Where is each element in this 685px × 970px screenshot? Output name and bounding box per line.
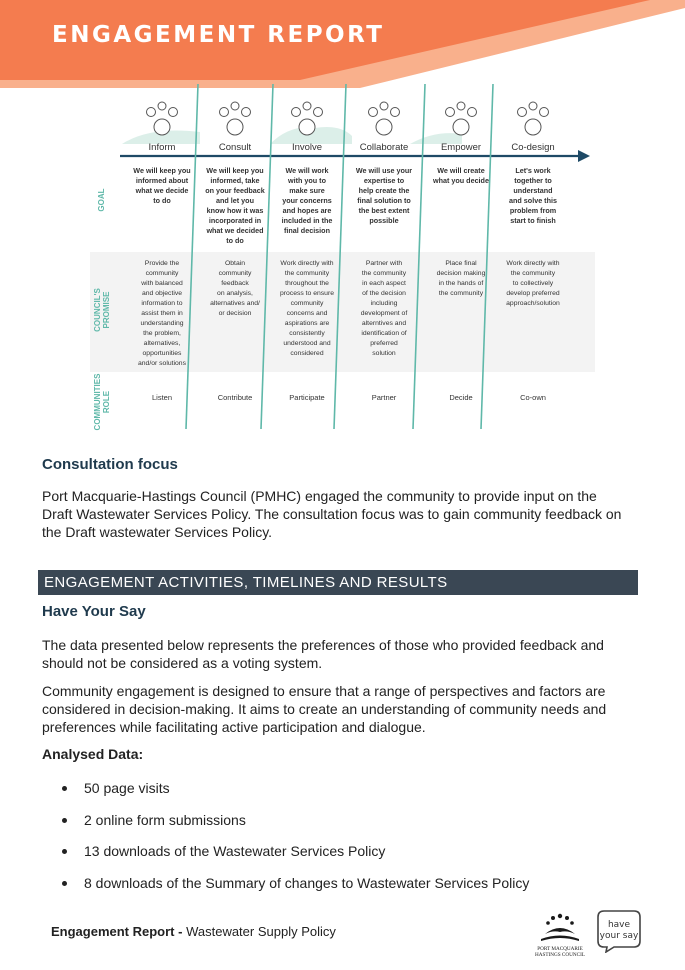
footer-report-label: Engagement Report -: [51, 924, 187, 939]
person-circle: [231, 102, 239, 110]
footer-report-name: Wastewater Supply Policy: [186, 924, 336, 939]
have-your-say-paragraph-1: [42, 636, 642, 672]
row-label-role: COMMUNITIES: [93, 373, 102, 431]
footer-text: [51, 924, 336, 939]
role-text: Co-own: [520, 393, 546, 402]
promise-text-line: and/or solutions: [138, 360, 186, 367]
promise-text-line: Partner with: [365, 260, 403, 267]
goal-text-line: start to finish: [510, 216, 556, 225]
goal-text-line: help create the: [358, 186, 410, 195]
person-circle: [529, 102, 537, 110]
person-circle: [525, 119, 541, 135]
have-your-say-heading: Have Your Say: [42, 603, 146, 620]
promise-text-line: assist them in: [141, 310, 183, 317]
promise-text-line: the community: [438, 290, 484, 297]
person-circle: [303, 102, 311, 110]
consultation-focus-heading: Consultation focus: [42, 456, 178, 473]
goal-text-line: on your feedback: [205, 186, 265, 195]
people-icon: [446, 102, 477, 135]
consultation-focus-text: [42, 487, 642, 541]
people-icon: [518, 102, 549, 135]
promise-text-line: or decision: [218, 310, 252, 317]
row-label-promise: PROMISE: [102, 291, 111, 329]
goal-text-line: together to: [514, 176, 552, 185]
role-text: Participate: [289, 393, 325, 402]
analysed-data-label: Analysed Data:: [42, 746, 144, 762]
column-label: Consult: [218, 142, 252, 153]
person-circle: [380, 102, 388, 110]
header-banner: [0, 0, 685, 88]
person-circle: [292, 108, 301, 117]
text-line: considered in decision-making. It aims to create an understanding of community needs and: [42, 701, 607, 717]
promise-text-line: with balanced: [141, 280, 183, 287]
column-label: Empower: [440, 142, 482, 153]
goal-text-line: problem from: [509, 206, 557, 215]
section-bar: [38, 570, 638, 595]
goal-text-line: possible: [369, 216, 399, 225]
promise-text-line: development of: [360, 310, 408, 317]
goal-text-line: what we decided: [206, 226, 264, 235]
people-icon: [147, 102, 178, 135]
person-circle: [518, 108, 527, 117]
pmhc-logo: [527, 910, 593, 960]
goal-text-line: We will keep you: [206, 166, 264, 175]
goal-text-line: informed, take: [210, 176, 260, 185]
text-line: the Draft wastewater Services Policy.: [42, 524, 273, 540]
role-text: Decide: [449, 393, 473, 402]
page-title: ENGAGEMENT REPORT: [52, 22, 385, 48]
person-circle: [169, 108, 178, 117]
list-item: 2 online form submissions: [60, 812, 529, 844]
promise-text-line: feedback: [221, 280, 249, 287]
role-text: Listen: [151, 393, 173, 402]
goal-text-line: and let you: [216, 196, 254, 205]
goal-text-line: know how it was: [206, 206, 264, 215]
hys-logo-line-2: your say: [599, 931, 639, 941]
promise-text-line: process to ensure: [279, 290, 335, 297]
promise-text-line: alterntives and: [361, 320, 407, 327]
list-item: 13 downloads of the Wastewater Services Policy: [60, 843, 529, 875]
person-circle: [369, 108, 378, 117]
promise-text-line: the problem,: [143, 330, 181, 337]
person-circle: [242, 108, 251, 117]
promise-text-line: alternatives,: [143, 340, 181, 347]
goal-text-line: what you decide: [433, 176, 489, 185]
promise-text-line: community: [218, 270, 252, 277]
person-circle: [314, 108, 323, 117]
person-circle: [147, 108, 156, 117]
person-circle: [540, 108, 549, 117]
text-line: The data presented below represents the preferences of those who provided feedback and: [42, 637, 604, 653]
person-circle: [299, 119, 315, 135]
goal-text-line: incorporated in: [208, 216, 262, 225]
promise-text-line: on analysis,: [217, 290, 253, 297]
have-your-say-logo: [596, 909, 642, 953]
promise-text-line: to collectively: [512, 280, 554, 287]
promise-text-line: in each aspect: [362, 280, 406, 287]
goal-text-line: We will keep you: [133, 166, 191, 175]
engagement-spectrum-diagram: [90, 84, 610, 436]
goal-text-line: We will create: [437, 166, 485, 175]
text-line: Draft Wastewater Services Policy. The consultation focus was to gain community feedback on: [42, 506, 622, 522]
promise-text-line: solution: [372, 350, 396, 357]
row-label-goal: GOAL: [97, 188, 106, 212]
promise-text-line: Work directly with: [506, 260, 560, 267]
promise-text-line: the community: [510, 270, 556, 277]
promise-text-line: throughout the: [285, 280, 329, 287]
promise-text-line: aspirations are: [284, 320, 330, 327]
promise-text-line: opportunities: [142, 350, 182, 357]
promise-text-line: approach/solution: [506, 300, 560, 307]
have-your-say-paragraph-2: [42, 682, 642, 736]
person-circle: [227, 119, 243, 135]
promise-text-line: including: [370, 300, 398, 307]
goal-text-line: make sure: [289, 186, 325, 195]
person-circle: [453, 119, 469, 135]
promise-text-line: the community: [284, 270, 330, 277]
promise-text-line: Place final: [445, 260, 477, 267]
people-icon: [369, 102, 400, 135]
goal-text-line: the best extent: [358, 206, 410, 215]
hys-logo-line-1: have: [607, 920, 631, 930]
goal-text-line: with you to: [288, 176, 326, 185]
promise-text-line: Work directly with: [280, 260, 334, 267]
spectrum-arrow-head: [578, 150, 590, 162]
goal-text-line: We will use your: [355, 166, 413, 175]
column-label: Collaborate: [359, 142, 409, 153]
goal-text-line: and solve this: [509, 196, 557, 205]
promise-text-line: and objective: [141, 290, 183, 297]
promise-text-line: Obtain: [224, 260, 246, 267]
goal-text-line: final solution to: [357, 196, 411, 205]
column-label: Inform: [148, 142, 176, 153]
text-line: should not be considered as a voting system.: [42, 655, 323, 671]
goal-text-line: to do: [153, 196, 171, 205]
promise-text-line: information to: [141, 300, 183, 307]
text-line: Port Macquarie-Hastings Council (PMHC) engaged the community to provide input on the: [42, 488, 597, 504]
goal-text-line: to do: [226, 236, 244, 245]
goal-text-line: We will work: [285, 166, 329, 175]
person-circle: [220, 108, 229, 117]
person-circle: [446, 108, 455, 117]
row-label-role: ROLE: [102, 390, 111, 414]
goal-text-line: your concerns: [282, 196, 332, 205]
goal-text-line: Let's work: [515, 166, 551, 175]
person-circle: [158, 102, 166, 110]
person-circle: [468, 108, 477, 117]
goal-text-line: understand: [513, 186, 553, 195]
promise-text-line: the community: [361, 270, 407, 277]
promise-text-line: develop preferred: [506, 290, 560, 297]
analysed-data-list: [60, 780, 529, 906]
goal-text-line: what we decide: [135, 186, 189, 195]
promise-text-line: understanding: [140, 320, 184, 327]
person-circle: [154, 119, 170, 135]
promise-text-line: consistently: [289, 330, 325, 337]
person-circle: [391, 108, 400, 117]
promise-text-line: understood and: [283, 340, 331, 347]
promise-text-line: Provide the: [144, 260, 180, 267]
promise-text-line: community: [145, 270, 179, 277]
role-text: Contribute: [217, 393, 253, 402]
promise-text-line: in the hands of: [438, 280, 484, 287]
section-bar-title: ENGAGEMENT ACTIVITIES, TIMELINES AND RESULTS: [44, 574, 448, 591]
role-text: Partner: [371, 393, 397, 402]
text-line: Community engagement is designed to ensure that a range of perspectives and factors are: [42, 683, 606, 699]
promise-text-line: decision making: [436, 270, 486, 277]
column-label: Co-design: [511, 142, 555, 153]
pmhc-logo-line-2: HASTINGS COUNCIL: [534, 952, 586, 958]
list-item: 50 page visits: [60, 780, 529, 812]
person-circle: [376, 119, 392, 135]
promise-text-line: considered: [290, 350, 324, 357]
promise-text-line: concerns and: [286, 310, 328, 317]
goal-text-line: expertise to: [363, 176, 405, 185]
people-icon: [220, 102, 251, 135]
goal-text-line: informed about: [135, 176, 189, 185]
goal-text-line: and hopes are: [282, 206, 332, 215]
person-circle: [457, 102, 465, 110]
list-item: 8 downloads of the Summary of changes to Wastewater Services Policy: [60, 875, 529, 907]
promise-text-line: alternatives and/: [210, 300, 260, 307]
promise-text-line: community: [290, 300, 324, 307]
text-line: preferences while facilitating active participation and dialogue.: [42, 719, 426, 735]
promise-text-line: preferred: [370, 340, 398, 347]
promise-text-line: of the decision: [362, 290, 406, 297]
column-label: Involve: [291, 142, 323, 153]
goal-text-line: included in the: [281, 216, 333, 225]
row-label-promise: COUNCIL'S: [93, 288, 102, 332]
pmhc-logo-line-1: PORT MACQUARIE: [537, 946, 583, 952]
promise-text-line: identification of: [361, 330, 407, 337]
goal-text-line: final decision: [284, 226, 330, 235]
